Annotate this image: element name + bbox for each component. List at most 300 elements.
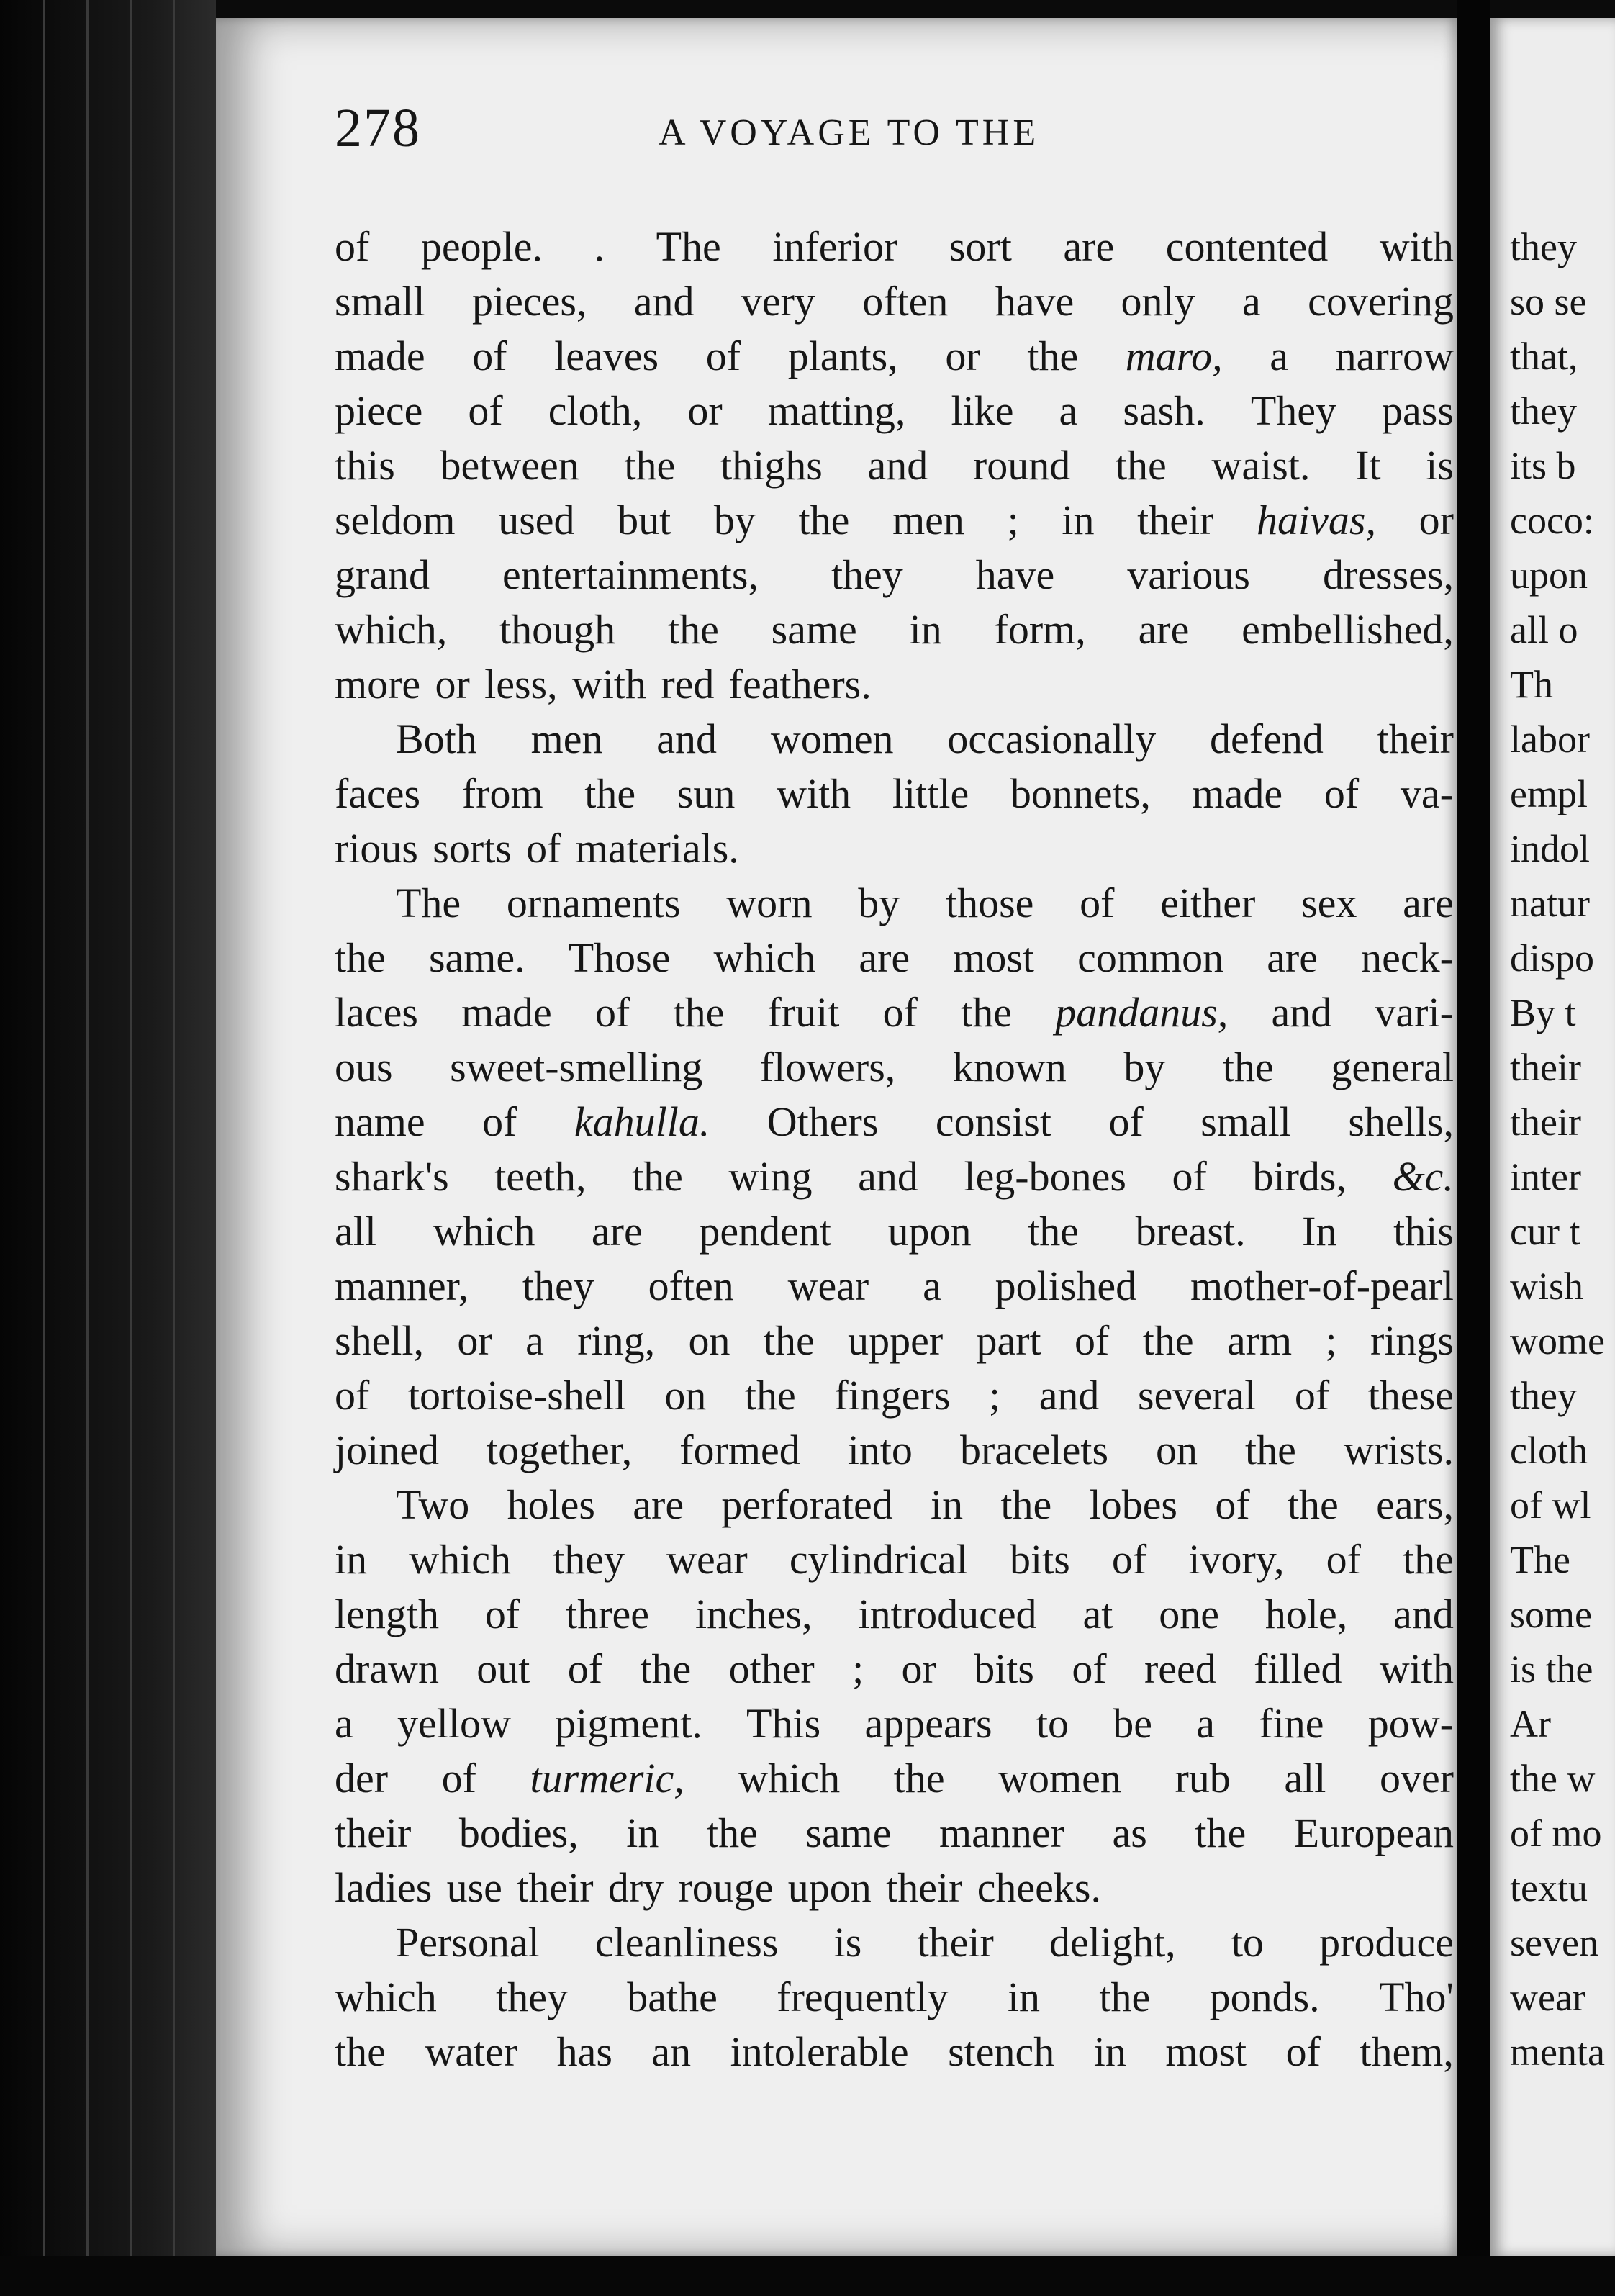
word: the (706, 1809, 758, 1856)
italic-word: turmeric, (530, 1755, 684, 1802)
text-line-fragment: wear (1510, 1976, 1585, 2019)
word: holes (507, 1481, 595, 1528)
word: name (335, 1098, 425, 1145)
word: and (633, 278, 695, 325)
word: of (705, 333, 741, 379)
word: European (1293, 1809, 1454, 1856)
word: shell, (335, 1317, 425, 1364)
word: pieces, (472, 278, 587, 325)
word: these (1367, 1372, 1454, 1419)
word: shells, (1348, 1098, 1454, 1145)
word: or (945, 333, 980, 379)
word: a (923, 1262, 941, 1309)
word: the (1099, 1974, 1151, 2020)
word: der (335, 1755, 389, 1802)
word: made (1192, 770, 1283, 817)
text-line-fragment: By t (1510, 991, 1576, 1034)
word: like (951, 387, 1014, 434)
word: and (1039, 1372, 1100, 1419)
word: men (892, 497, 964, 543)
word: materials. (575, 825, 739, 872)
word: the (335, 934, 386, 981)
word: most (953, 934, 1035, 981)
word: small (1200, 1098, 1291, 1145)
word: used (498, 497, 575, 543)
word: the (1403, 1536, 1454, 1583)
word: which, (335, 606, 448, 653)
word: plants, (787, 333, 898, 379)
word: over (1379, 1755, 1454, 1802)
word: the (763, 1317, 815, 1364)
word: yellow (397, 1700, 511, 1747)
text-line-fragment: Ar (1510, 1702, 1551, 1745)
word: of (468, 387, 503, 434)
word: in (1062, 497, 1095, 543)
word: laces (335, 989, 418, 1036)
word: them, (1360, 2028, 1454, 2075)
text-line (335, 657, 1454, 712)
word: into (847, 1427, 913, 1473)
word: on (1156, 1427, 1198, 1473)
text-line-fragment: coco: (1510, 499, 1594, 542)
word: they (522, 1262, 594, 1309)
text-line-fragment: seven (1510, 1921, 1598, 1964)
word: round (972, 442, 1071, 489)
word: cloth, (548, 387, 643, 434)
word: of (1108, 1098, 1144, 1145)
page-number: 278 (335, 98, 421, 158)
word: Personal (396, 1919, 540, 1966)
word: of (1285, 2028, 1321, 2075)
word: inferior (772, 223, 898, 270)
word: the (584, 770, 636, 817)
word: or (687, 387, 723, 434)
word: ponds. (1209, 1974, 1320, 2020)
word: be (1113, 1700, 1153, 1747)
word: pass (1382, 387, 1454, 434)
word: the (1000, 1481, 1052, 1528)
word: thighs (720, 442, 823, 489)
word: entertainments, (502, 551, 759, 598)
text-line-fragment: upon (1510, 553, 1588, 597)
text-line-fragment: textu (1510, 1866, 1588, 1909)
word: wear (787, 1262, 869, 1309)
word: and (867, 442, 928, 489)
word: and (1393, 1591, 1454, 1637)
word: tortoise-shell (407, 1372, 626, 1419)
right-page (1490, 18, 1615, 2256)
text-line (335, 1095, 1454, 1149)
word: only (1121, 278, 1195, 325)
word: they (496, 1974, 568, 2020)
word: cheeks. (977, 1864, 1101, 1911)
text-line-fragment: all o (1510, 608, 1578, 651)
word: This (746, 1700, 821, 1747)
word: rouge (678, 1864, 774, 1911)
word: same. (428, 934, 525, 981)
word: formed (679, 1427, 800, 1473)
word: which (713, 934, 816, 981)
word: of (526, 825, 561, 872)
word: or (435, 661, 470, 708)
word: with (1379, 223, 1454, 270)
text-line (335, 1259, 1454, 1314)
text-line-fragment: cloth (1510, 1429, 1588, 1472)
word: sort (949, 223, 1012, 270)
word: wear (666, 1536, 748, 1583)
word: dresses, (1322, 551, 1454, 598)
word: this (1393, 1208, 1454, 1255)
word: they (553, 1536, 625, 1583)
word: the (632, 1153, 683, 1200)
word: which (409, 1536, 511, 1583)
italic-word: kahulla. (574, 1098, 710, 1145)
word: in (909, 606, 942, 653)
text-line (335, 1970, 1454, 2025)
word: the (1245, 1427, 1296, 1473)
word: often (862, 278, 949, 325)
word: neck- (1361, 934, 1454, 981)
spine-edge-line (86, 0, 89, 2296)
word: a (1196, 1700, 1216, 1747)
word: the (335, 2028, 386, 2075)
word: women (998, 1755, 1121, 1802)
word: of (1080, 880, 1115, 926)
spine-edge-line (173, 0, 175, 2296)
word: of (1324, 770, 1360, 817)
word: little (892, 770, 969, 817)
text-line (335, 220, 1454, 274)
word: occasionally (947, 715, 1157, 762)
word: a (1270, 333, 1288, 379)
text-line-fragment: labor (1510, 718, 1590, 761)
text-line-fragment: menta (1510, 2030, 1605, 2074)
word: pow- (1367, 1700, 1454, 1747)
word: produce (1319, 1919, 1454, 1966)
word: either (1160, 880, 1256, 926)
word: together, (486, 1427, 633, 1473)
spine-edge-line (130, 0, 132, 2296)
word: fingers (834, 1372, 951, 1419)
word: all (1284, 1755, 1326, 1802)
word: their (517, 1864, 594, 1911)
word: have (975, 551, 1055, 598)
word: intolerable (730, 2028, 909, 2075)
word: sex (1301, 880, 1357, 926)
word: a (1059, 387, 1078, 434)
page-gutter (1457, 0, 1490, 2296)
word: of (335, 1372, 370, 1419)
word: small (335, 278, 425, 325)
spine-edge-line (43, 0, 45, 2296)
left-page (216, 18, 1457, 2256)
word: of (1111, 1536, 1147, 1583)
word: an (651, 2028, 692, 2075)
word: rings (1370, 1317, 1454, 1364)
text-line-fragment: indol (1510, 827, 1591, 870)
word: upon (787, 1864, 872, 1911)
text-line (335, 1751, 1454, 1806)
word: inches, (695, 1591, 813, 1637)
text-line-fragment: they (1510, 225, 1577, 268)
word: leaves (554, 333, 659, 379)
word: their (917, 1919, 994, 1966)
word: all (335, 1208, 376, 1255)
word: the (1115, 442, 1167, 489)
text-line-fragment: that, (1510, 335, 1578, 378)
word: ; (988, 1372, 1001, 1419)
text-line-fragment: wish (1510, 1265, 1584, 1308)
word: of (882, 989, 918, 1036)
text-line (335, 274, 1454, 329)
word: Tho' (1379, 1974, 1454, 2020)
text-line-fragment: they (1510, 389, 1577, 433)
word: the (667, 606, 719, 653)
text-line (335, 1861, 1454, 1915)
word: sun (677, 770, 736, 817)
word: leg-bones (964, 1153, 1126, 1200)
word: often (648, 1262, 734, 1309)
word: to (1036, 1700, 1069, 1747)
word: joined (335, 1427, 439, 1473)
word: of (594, 989, 630, 1036)
word: though (499, 606, 616, 653)
text-line (335, 767, 1454, 821)
word: or (1419, 497, 1454, 543)
word: the (798, 497, 850, 543)
word: this (335, 442, 395, 489)
word: wing (728, 1153, 813, 1200)
word: consist (935, 1098, 1051, 1145)
word: made (461, 989, 552, 1036)
word: Both (396, 715, 477, 762)
word: ladies (335, 1864, 433, 1911)
word: out (476, 1645, 530, 1692)
word: their (1137, 497, 1214, 543)
word: bathe (627, 1974, 718, 2020)
word: teeth, (494, 1153, 587, 1200)
word: In (1302, 1208, 1337, 1255)
word: birds, (1252, 1153, 1347, 1200)
word: waist. (1211, 442, 1311, 489)
text-line (335, 548, 1454, 602)
word: drawn (335, 1645, 439, 1692)
word: their (886, 1864, 963, 1911)
word: embellished, (1241, 606, 1454, 653)
text-line-fragment: the w (1510, 1757, 1596, 1800)
word: faces (335, 770, 421, 817)
word: cylindrical (789, 1536, 968, 1583)
book-spine (0, 0, 216, 2296)
word: various (1127, 551, 1250, 598)
word: the (1028, 1208, 1079, 1255)
word: fruit (767, 989, 840, 1036)
word: sorts (433, 825, 512, 872)
word: ; (852, 1645, 864, 1692)
word: and (858, 1153, 918, 1200)
text-line (335, 493, 1454, 548)
word: are (1138, 606, 1190, 653)
text-line (335, 1478, 1454, 1532)
word: They (1250, 387, 1336, 434)
word: which (433, 1208, 535, 1255)
word: same (771, 606, 857, 653)
word: vari- (1375, 989, 1454, 1036)
word: ring, (577, 1317, 656, 1364)
italic-word: pandanus, (1055, 989, 1229, 1036)
word: known (952, 1044, 1067, 1090)
word: bonnets, (1010, 770, 1151, 817)
word: part (976, 1317, 1041, 1364)
word: are (859, 934, 910, 981)
word: Others (766, 1098, 879, 1145)
text-line-fragment: empl (1510, 772, 1588, 815)
word: are (1403, 880, 1454, 926)
text-line-fragment: The (1510, 1538, 1570, 1581)
text-line (335, 1040, 1454, 1095)
word: shark's (335, 1153, 449, 1200)
text-line-fragment: their (1510, 1046, 1581, 1089)
word: arm (1226, 1317, 1293, 1364)
text-line-fragment: dispo (1510, 936, 1595, 980)
right-page-text (1490, 220, 1615, 2079)
word: have (995, 278, 1075, 325)
word: manner (939, 1809, 1064, 1856)
word: the (1287, 1481, 1339, 1528)
word: one (1159, 1591, 1219, 1637)
word: to (1231, 1919, 1264, 1966)
text-line (335, 931, 1454, 985)
word: red (661, 661, 715, 708)
word: people. (420, 223, 543, 270)
word: the (1195, 1809, 1247, 1856)
text-line (335, 821, 1454, 876)
text-line (335, 1149, 1454, 1204)
word: is (1426, 442, 1454, 489)
word: perforated (721, 1481, 893, 1528)
text-line-fragment: Th (1510, 663, 1553, 706)
text-line (335, 438, 1454, 493)
word: ; (1007, 497, 1019, 543)
word: on (664, 1372, 707, 1419)
word: or (901, 1645, 936, 1692)
word: of (1072, 1645, 1107, 1692)
word: reed (1144, 1645, 1216, 1692)
word: by (1123, 1044, 1166, 1090)
word: has (556, 2028, 612, 2075)
word: three (566, 1591, 650, 1637)
word: with (777, 770, 851, 817)
word: of (335, 223, 370, 270)
word: sweet-smelling (450, 1044, 703, 1090)
word: Those (568, 934, 671, 981)
word: are (633, 1481, 684, 1528)
word: of (567, 1645, 603, 1692)
text-line-fragment: natur (1510, 882, 1590, 925)
word: the (624, 442, 676, 489)
text-line-fragment: of mo (1510, 1812, 1602, 1855)
word: of (482, 1098, 517, 1145)
word: matting, (767, 387, 906, 434)
word: they (831, 551, 903, 598)
word: in (1007, 1974, 1041, 2020)
word: delight, (1049, 1919, 1176, 1966)
word: feathers. (728, 661, 872, 708)
word: of (1172, 1153, 1207, 1200)
text-line (335, 1368, 1454, 1423)
word: piece (335, 387, 423, 434)
text-line (335, 1915, 1454, 1970)
text-line (335, 602, 1454, 657)
text-line (335, 1532, 1454, 1587)
italic-word: &c. (1392, 1153, 1454, 1200)
word: sash. (1123, 387, 1205, 434)
word: are (591, 1208, 643, 1255)
word: on (688, 1317, 730, 1364)
word: pigment. (555, 1700, 702, 1747)
word: appears (864, 1700, 992, 1747)
word: and (656, 715, 718, 762)
word: lobes (1089, 1481, 1178, 1528)
word: defend (1210, 715, 1324, 762)
word: va- (1400, 770, 1454, 817)
word: other (728, 1645, 815, 1692)
word: flowers, (759, 1044, 896, 1090)
word: the (893, 1755, 945, 1802)
word: ; (1325, 1317, 1337, 1364)
word: frequently (777, 1974, 949, 2020)
word: Two (396, 1481, 470, 1528)
word: are (1267, 934, 1318, 981)
italic-word: haivas, (1257, 497, 1376, 543)
word: rub (1175, 1755, 1231, 1802)
word: at (1082, 1591, 1113, 1637)
text-line-fragment: their (1510, 1100, 1581, 1144)
word: the (1222, 1044, 1274, 1090)
word: the (673, 989, 725, 1036)
text-line (335, 1204, 1454, 1259)
word: bits (974, 1645, 1034, 1692)
word: in (931, 1481, 964, 1528)
text-line (335, 1642, 1454, 1696)
word: dry (607, 1864, 664, 1911)
word: the (1027, 333, 1079, 379)
word: narrow (1335, 333, 1454, 379)
word: is (833, 1919, 862, 1966)
text-line-fragment: some (1510, 1593, 1592, 1636)
word: stench (948, 2028, 1055, 2075)
word: very (741, 278, 815, 325)
word: filled (1254, 1645, 1342, 1692)
word: contented (1165, 223, 1329, 270)
word: breast. (1135, 1208, 1246, 1255)
word: as (1112, 1809, 1147, 1856)
text-line (335, 1423, 1454, 1478)
word: upon (887, 1208, 972, 1255)
word: form, (994, 606, 1086, 653)
text-line (335, 384, 1454, 438)
word: common (1077, 934, 1224, 981)
text-line-fragment: they (1510, 1374, 1577, 1417)
word: upper (848, 1317, 944, 1364)
word: made (335, 333, 425, 379)
italic-word: maro, (1125, 333, 1223, 379)
word: several (1138, 1372, 1257, 1419)
text-line-fragment: is the (1510, 1648, 1593, 1691)
word: use (446, 1864, 502, 1911)
word: . (594, 223, 605, 270)
word: a (335, 1700, 353, 1747)
